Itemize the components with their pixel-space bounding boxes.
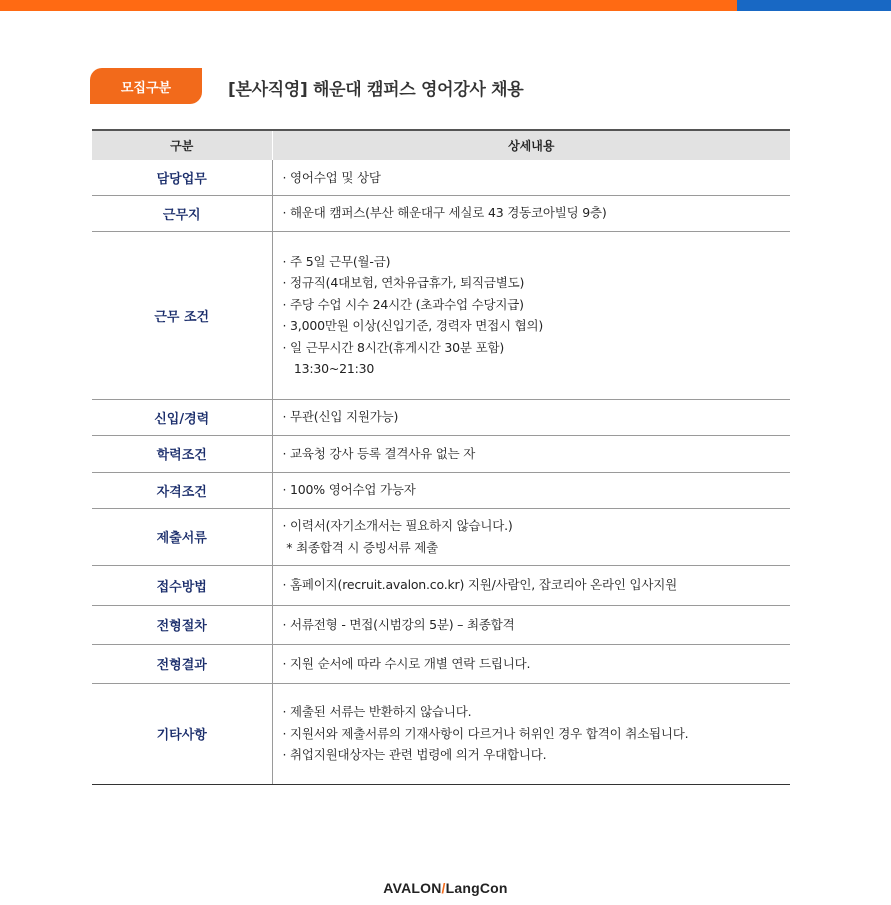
detail-line: · 취업지원대상자는 관련 법령에 의거 우대합니다.: [282, 747, 547, 763]
row-detail: [272, 435, 790, 472]
detail-line: · 제출된 서류는 반환하지 않습니다.: [282, 704, 472, 720]
detail-line: · 교육청 강사 등록 결격사유 없는 자: [282, 445, 476, 461]
detail-line: · 홈페이지(recruit.avalon.co.kr) 지원/사람인, 잡코리아 온라인 입사지원: [282, 577, 678, 593]
recruit-details-table: [92, 129, 790, 785]
detail-line: · 3,000만원 이상(신입기준, 경력자 면접시 협의): [282, 318, 544, 333]
detail-line: * 최종합격 시 증빙서류 제출: [282, 539, 439, 555]
detail-line: · 이력서(자기소개서는 필요하지 않습니다.): [282, 518, 513, 533]
footer-slash: /: [441, 880, 446, 896]
detail-line: · 주당 수업 시수 24시간 (초과수업 수당지급): [282, 296, 524, 312]
detail-line: · 서류전형 - 면접(시범강의 5분) – 최종합격: [282, 616, 515, 632]
detail-line: · 지원서와 제출서류의 기재사항이 다르거나 허위인 경우 합격이 취소됩니다.: [282, 725, 689, 741]
detail-line: 13:30~21:30: [282, 361, 375, 376]
top-color-bar: [0, 0, 891, 11]
footer-brand: AVALON: [383, 880, 442, 896]
row-label: 담당업무: [92, 160, 272, 195]
row-detail: [272, 565, 790, 605]
table-row: [92, 231, 790, 399]
page-title: [본사직영] 해운대 캠퍼스 영어강사 채용: [228, 80, 524, 100]
table-row: [92, 565, 790, 605]
table-row: [92, 644, 790, 683]
row-label: 기타사항: [92, 683, 272, 784]
row-label: 제출서류: [92, 508, 272, 565]
row-label: 전형결과: [92, 644, 272, 683]
detail-line: · 100% 영어수업 가능자: [282, 482, 416, 498]
table-row: [92, 435, 790, 472]
detail-line: · 영어수업 및 상담: [282, 169, 381, 185]
row-label: 학력조건: [92, 435, 272, 472]
row-detail: [272, 472, 790, 508]
top-bar-blue: [737, 0, 891, 11]
table-row: [92, 683, 790, 784]
row-detail: [272, 508, 790, 565]
header-details: 상세내용: [272, 130, 790, 160]
header-category: 구분: [92, 130, 272, 160]
row-detail: [272, 195, 790, 231]
row-label: 근무 조건: [92, 231, 272, 399]
table-row: [92, 508, 790, 565]
table-row: [92, 605, 790, 644]
row-detail: [272, 644, 790, 683]
row-label: 신입/경력: [92, 399, 272, 435]
row-label: 자격조건: [92, 472, 272, 508]
row-detail: [272, 231, 790, 399]
detail-line: · 해운대 캠퍼스(부산 해운대구 세실로 43 경동코아빌딩 9층): [282, 205, 607, 221]
row-detail: [272, 683, 790, 784]
row-detail: [272, 399, 790, 435]
footer-sub-brand: LangCon: [445, 880, 508, 896]
row-label: 근무지: [92, 195, 272, 231]
recruit-category-badge: 모집구분: [90, 68, 202, 104]
table-header-row: [92, 130, 790, 160]
detail-line: · 정규직(4대보험, 연차유급휴가, 퇴직금별도): [282, 275, 525, 290]
footer-logo: [0, 880, 891, 896]
row-detail: [272, 605, 790, 644]
detail-line: · 주 5일 근무(월-금): [282, 253, 391, 269]
top-bar-orange: [0, 0, 737, 11]
detail-line: · 무관(신입 지원가능): [282, 409, 399, 425]
table-row: [92, 472, 790, 508]
row-label: 접수방법: [92, 565, 272, 605]
detail-line: · 지원 순서에 따라 수시로 개별 연락 드립니다.: [282, 655, 531, 671]
table-row: [92, 160, 790, 195]
table-row: [92, 195, 790, 231]
table-row: [92, 399, 790, 435]
detail-line: · 일 근무시간 8시간(휴게시간 30분 포함): [282, 339, 505, 355]
row-label: 전형절차: [92, 605, 272, 644]
row-detail: [272, 160, 790, 195]
